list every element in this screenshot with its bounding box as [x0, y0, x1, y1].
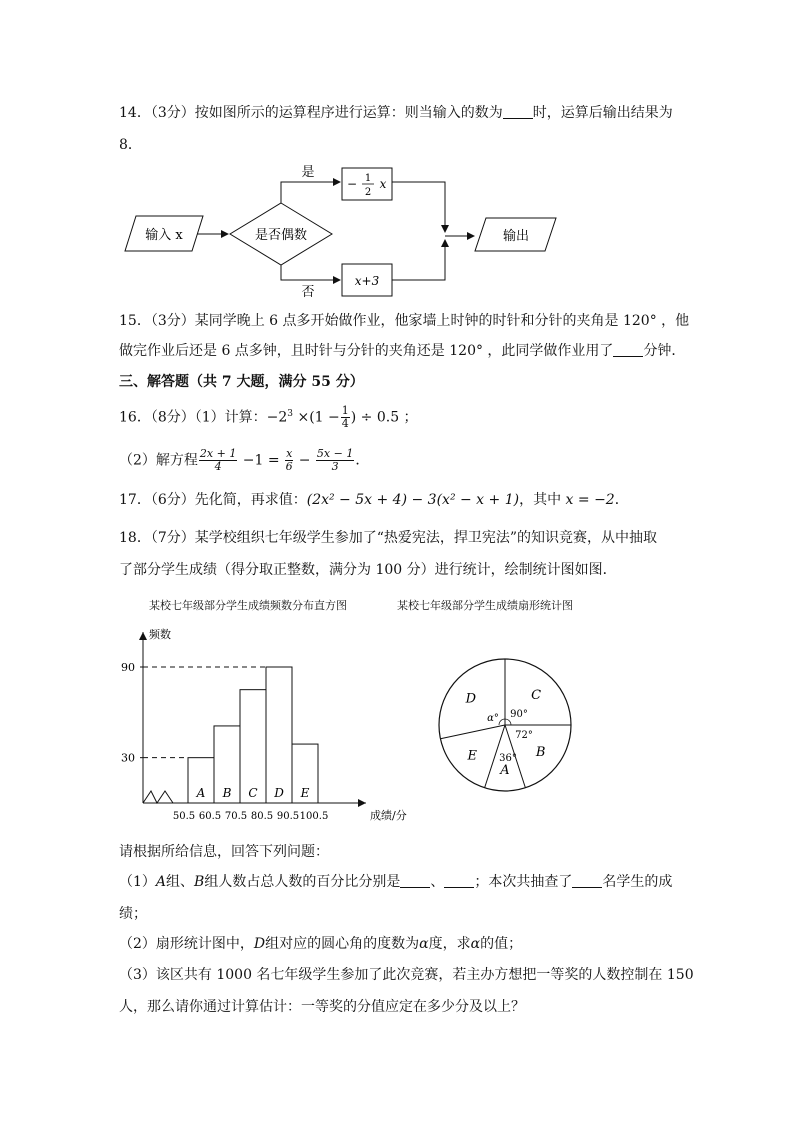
x-tick-label: 100.5 [299, 811, 329, 822]
q18-sub2: （2）扇形统计图中，D组对应的圆心角的度数为α度，求α的值； [119, 936, 523, 952]
q14-line1: 14．（3分）按如图所示的运算程序进行运算：则当输入的数为 时，运算后输出结果为 [119, 105, 673, 121]
q16-part2: （2）解方程 $\frac{2x + 1}{4}$ −1 = $\frac{x}{6}$ − $\frac{5x - 1}{3}$ ． [119, 447, 370, 473]
slice-label-B: B [535, 744, 546, 760]
slice-label-E: E [467, 748, 478, 764]
y-axis-arrow [139, 632, 147, 640]
svg-text:x: x [379, 177, 387, 191]
x-axis-label: 成绩/分 [370, 809, 407, 822]
histogram-title: 某校七年级部分学生成绩频数分布直方图 [149, 599, 347, 612]
q18-sub1-cont: 绩； [119, 906, 147, 922]
yes-label: 是 [301, 165, 315, 180]
answer-blank[interactable] [572, 873, 602, 888]
bar-label-A: A [196, 786, 206, 800]
angle-label-D: α° [487, 713, 499, 724]
q17: 17．（6分）先化简，再求值：(2x² − 5x + 4) − 3(x² − x + 1)，其中 x = −2． [119, 492, 629, 508]
axis-break [143, 791, 173, 803]
x-axis-arrow [358, 799, 366, 807]
no-label: 否 [301, 285, 315, 300]
bar-label-E: E [300, 786, 310, 800]
pie-chart [430, 650, 580, 800]
slice-label-D: D [465, 691, 477, 707]
x-tick-label: 90.5 [276, 811, 300, 822]
bar-D [266, 667, 292, 803]
q15-line2: 做完作业后还是 6 点多钟，且时针与分针的夹角还是 120° ，此同学做作业用了 分钟． [119, 343, 686, 359]
x-tick-label: 70.5 [224, 811, 248, 822]
q16-part1: 16．（8分）（1）计算：$-2^3 \times(1$ − $\frac{1}{4}$ ) ÷ 0.5 ； [119, 404, 418, 431]
svg-text:2: 2 [364, 187, 372, 198]
bar-label-B: B [222, 786, 232, 800]
answer-blank[interactable] [503, 104, 533, 119]
svg-text:−: − [346, 177, 358, 191]
decision-label: 是否偶数 [254, 228, 308, 243]
angle-label-C: 90° [510, 709, 528, 720]
y-axis-label: 频数 [149, 628, 171, 641]
op-no-label: x+3 [354, 274, 380, 288]
bar-label-D: D [274, 786, 284, 800]
slice-label-A: A [500, 763, 510, 778]
flowchart [118, 160, 568, 305]
input-label: 输入 x [145, 228, 183, 243]
pie-title: 某校七年级部分学生成绩扇形统计图 [397, 599, 573, 612]
answer-blank[interactable] [400, 873, 430, 888]
y-tick-label: 30 [121, 751, 135, 765]
q15-line1: 15．（3分）某同学晚上 6 点多开始做作业，他家墙上时钟的时针和分针的夹角是 120° ，他 [119, 313, 690, 329]
q18-intro: 请根据所给信息，回答下列问题： [119, 844, 329, 860]
output-label: 输出 [502, 229, 530, 244]
answer-blank[interactable] [613, 342, 643, 357]
x-tick-label: 80.5 [250, 811, 274, 822]
q18-line2: 了部分学生成绩（得分取正整数，满分为 100 分）进行统计，绘制统计图如图． [119, 562, 617, 578]
histogram-chart [118, 620, 407, 830]
q18-line1: 18．（7分）某学校组织七年级学生参加了“热爱宪法，捍卫宪法”的知识竞赛，从中抽取 [119, 530, 658, 546]
angle-label-B: 72° [515, 730, 533, 741]
pie-divider [440, 725, 505, 739]
svg-text:1: 1 [364, 173, 372, 184]
y-tick-label: 90 [121, 661, 135, 674]
answer-blank[interactable] [444, 873, 474, 888]
slice-label-C: C [531, 687, 542, 703]
q18-sub1: （1）A组、B组人数占总人数的百分比分别是 、 ；本次共抽查了 名学生的成 [119, 874, 673, 890]
bar-label-C: C [248, 786, 258, 800]
q14-line2: 8． [119, 137, 142, 153]
q18-sub3-line1: （3）该区共有 1000 名七年级学生参加了此次竞赛，若主办方想把一等奖的人数控制在 150 [119, 967, 694, 983]
x-tick-label: 50.5 [172, 811, 196, 822]
section-heading: 三、解答题（共 7 大题，满分 55 分） [119, 374, 364, 390]
q18-sub3-line2: 人，那么请你通过计算估计：一等奖的分值应定在多少分及以上？ [119, 999, 525, 1015]
x-tick-label: 60.5 [198, 811, 222, 822]
angle-label-A: 36° [499, 753, 517, 764]
